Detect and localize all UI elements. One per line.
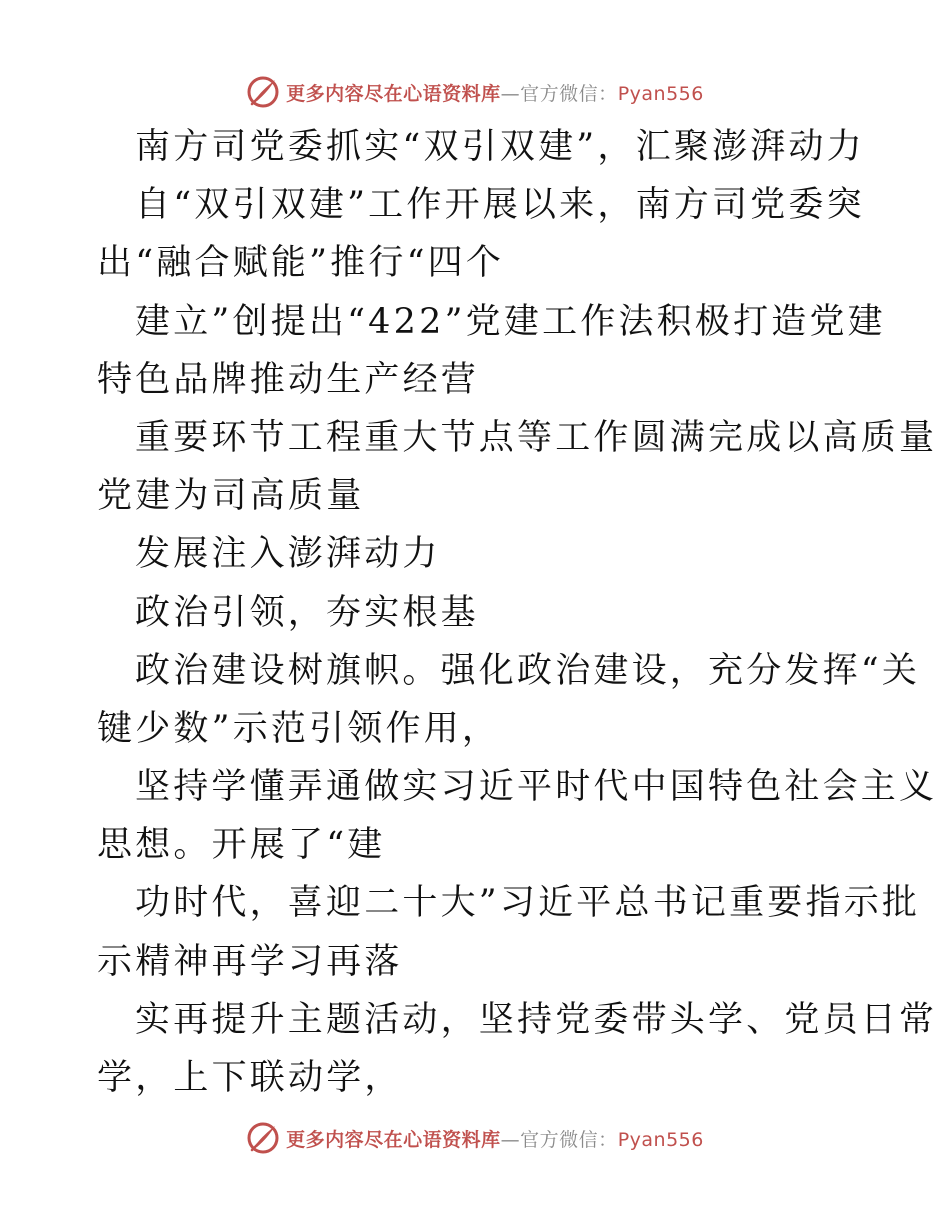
body-line: 示精神再学习再落 [97, 941, 403, 982]
body-line: 建立”创提出“422”党建工作法积极打造党建 [135, 301, 886, 342]
body-line: 特色品牌推动生产经营 [97, 359, 480, 400]
body-line: 思想。开展了“建 [97, 825, 386, 866]
footer-wechat-label: 官方微信： [520, 1128, 618, 1151]
body-line: 南方司党委抓实“双引双建”，汇聚澎湃动力 [135, 127, 865, 167]
footer-text [286, 1125, 704, 1152]
body-line: 键少数”示范引领作用， [97, 708, 501, 749]
body-line: 实再提升主题活动，坚持党委带头学、党员日常 [135, 999, 938, 1040]
document-body [97, 118, 938, 1107]
body-line: 坚持学懂弄通做实习近平时代中国特色社会主义 [135, 767, 938, 808]
header-banner [0, 72, 950, 112]
quill-circle-logo-icon [246, 1121, 280, 1155]
header-site-name: 更多内容尽在心语资料库 [286, 82, 501, 105]
body-line: 发展注入澎湃动力 [135, 534, 441, 575]
footer-wechat-account: Pyan556 [617, 1128, 704, 1151]
header-separator: — [500, 82, 521, 105]
quill-circle-logo-icon [246, 75, 280, 109]
body-line: 功时代，喜迎二十大”习近平总书记重要指示批 [135, 883, 921, 924]
body-line: 党建为司高质量 [97, 476, 365, 517]
body-line: 自“双引双建”工作开展以来，南方司党委突 [135, 185, 865, 226]
footer-separator: — [500, 1128, 521, 1151]
footer-site-name: 更多内容尽在心语资料库 [286, 1128, 501, 1151]
body-line: 学，上下联动学， [97, 1058, 403, 1098]
body-line: 出“融合赋能”推行“四个 [97, 243, 505, 284]
header-wechat-label: 官方微信： [520, 82, 618, 105]
header-wechat-account: Pyan556 [617, 82, 704, 105]
body-line: 重要环节工程重大节点等工作圆满完成以高质量 [135, 417, 938, 458]
body-line: 政治引领，夯实根基 [135, 592, 479, 633]
body-line: 政治建设树旗帜。强化政治建设，充分发挥“关 [135, 650, 921, 691]
footer-banner [0, 1118, 950, 1158]
header-text [286, 79, 704, 106]
